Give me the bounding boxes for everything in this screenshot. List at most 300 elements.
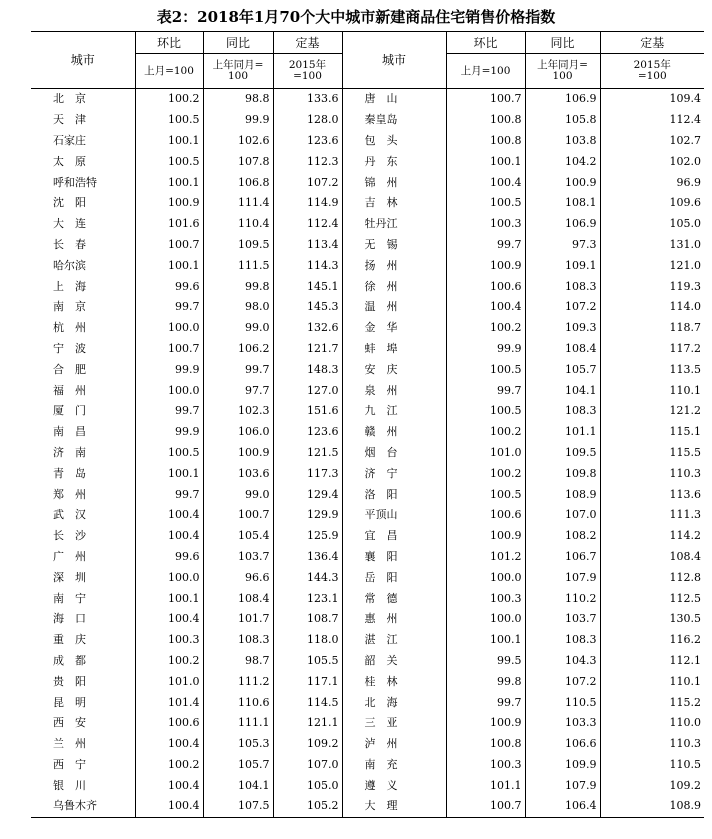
subheader-yoy-line1: 上年同月= — [212, 59, 264, 71]
table-row — [31, 110, 704, 131]
table-title: 表2：2018年1月70个大中城市新建商品住宅销售价格指数 — [156, 8, 556, 26]
base-cell: 119.3 — [600, 276, 704, 297]
city-cell: 徐 州 — [342, 276, 446, 297]
yoy-cell: 109.3 — [525, 318, 600, 339]
city-cell: 遵 义 — [342, 775, 446, 796]
yoy-cell: 106.9 — [525, 214, 600, 235]
mom-cell: 100.4 — [135, 796, 203, 817]
city-cell: 南 充 — [342, 755, 446, 776]
base-cell: 151.6 — [273, 401, 342, 422]
city-cell: 桂 林 — [342, 671, 446, 692]
yoy-cell: 107.9 — [525, 775, 600, 796]
mom-cell: 100.7 — [135, 235, 203, 256]
base-cell: 125.9 — [273, 526, 342, 547]
mom-cell: 100.5 — [135, 443, 203, 464]
base-cell: 107.2 — [273, 172, 342, 193]
mom-cell: 100.0 — [135, 380, 203, 401]
yoy-cell: 100.9 — [525, 172, 600, 193]
mom-cell: 100.4 — [135, 734, 203, 755]
mom-cell: 99.7 — [135, 484, 203, 505]
yoy-cell: 99.9 — [203, 110, 273, 131]
table-row — [31, 755, 704, 776]
mom-cell: 99.5 — [446, 651, 525, 672]
base-cell: 136.4 — [273, 547, 342, 568]
city-cell: 厦 门 — [53, 404, 86, 418]
mom-cell: 100.0 — [135, 318, 203, 339]
city-cell: 深 圳 — [53, 570, 86, 584]
base-cell: 112.4 — [273, 214, 342, 235]
yoy-cell: 99.7 — [203, 359, 273, 380]
table-row — [31, 276, 704, 297]
city-cell: 金 华 — [342, 318, 446, 339]
table-row — [31, 713, 704, 734]
yoy-cell: 105.8 — [525, 110, 600, 131]
table-row — [31, 422, 704, 443]
yoy-cell: 108.4 — [203, 588, 273, 609]
table-row — [31, 339, 704, 360]
header-base-right: 定基 — [600, 32, 704, 54]
yoy-cell: 103.7 — [203, 547, 273, 568]
header-city-right: 城市 — [342, 32, 446, 89]
city-cell: 赣 州 — [342, 422, 446, 443]
subheader-base-line2: =100 — [293, 70, 322, 82]
yoy-cell: 110.6 — [203, 692, 273, 713]
yoy-cell: 102.3 — [203, 401, 273, 422]
city-cell: 三 亚 — [342, 713, 446, 734]
base-cell: 102.7 — [600, 131, 704, 152]
table-row — [31, 671, 704, 692]
mom-cell: 100.9 — [446, 713, 525, 734]
city-cell: 长 沙 — [53, 529, 86, 543]
city-cell: 锦 州 — [342, 172, 446, 193]
city-cell: 韶 关 — [342, 651, 446, 672]
yoy-cell: 108.1 — [525, 193, 600, 214]
base-cell: 148.3 — [273, 359, 342, 380]
base-cell: 108.4 — [600, 547, 704, 568]
base-cell: 128.0 — [273, 110, 342, 131]
city-cell: 襄 阳 — [342, 547, 446, 568]
mom-cell: 100.4 — [135, 775, 203, 796]
subheader-yoy-line1: 上年同月= — [537, 59, 588, 71]
yoy-cell: 104.1 — [203, 775, 273, 796]
yoy-cell: 111.1 — [203, 713, 273, 734]
city-cell: 乌鲁木齐 — [31, 796, 135, 817]
city-cell: 合 肥 — [53, 362, 86, 376]
subheader-mom-right: 上月=100 — [446, 54, 525, 89]
yoy-cell: 105.4 — [203, 526, 273, 547]
table-row — [31, 775, 704, 796]
price-index-table — [31, 31, 704, 818]
mom-cell: 100.4 — [135, 526, 203, 547]
table-row — [31, 151, 704, 172]
city-cell: 包 头 — [342, 131, 446, 152]
table-row — [31, 443, 704, 464]
table-row — [31, 380, 704, 401]
table-row — [31, 401, 704, 422]
base-cell: 110.5 — [600, 755, 704, 776]
city-cell: 郑 州 — [53, 487, 86, 501]
mom-cell: 99.7 — [446, 692, 525, 713]
yoy-cell: 106.7 — [525, 547, 600, 568]
mom-cell: 100.8 — [446, 110, 525, 131]
base-cell: 114.0 — [600, 297, 704, 318]
mom-cell: 100.2 — [446, 318, 525, 339]
base-cell: 123.6 — [273, 422, 342, 443]
base-cell: 130.5 — [600, 609, 704, 630]
city-cell: 西 安 — [53, 716, 86, 730]
header-mom-left: 环比 — [135, 32, 203, 54]
mom-cell: 99.9 — [135, 359, 203, 380]
base-cell: 115.1 — [600, 422, 704, 443]
yoy-cell: 100.9 — [203, 443, 273, 464]
yoy-cell: 109.5 — [203, 235, 273, 256]
mom-cell: 100.4 — [135, 609, 203, 630]
yoy-cell: 103.8 — [525, 131, 600, 152]
city-cell: 石家庄 — [53, 133, 86, 147]
base-cell: 113.4 — [273, 235, 342, 256]
city-cell: 宁 波 — [53, 341, 86, 355]
subheader-yoy-line2: 100 — [552, 70, 573, 82]
mom-cell: 100.7 — [446, 89, 525, 110]
yoy-cell: 99.8 — [203, 276, 273, 297]
city-cell: 沈 阳 — [53, 196, 86, 210]
yoy-cell: 109.8 — [525, 463, 600, 484]
subheader-base-right — [600, 54, 704, 89]
base-cell: 127.0 — [273, 380, 342, 401]
yoy-cell: 106.8 — [203, 172, 273, 193]
yoy-cell: 103.7 — [525, 609, 600, 630]
yoy-cell: 108.4 — [525, 339, 600, 360]
city-cell: 福 州 — [53, 383, 86, 397]
base-cell: 145.3 — [273, 297, 342, 318]
yoy-cell: 111.4 — [203, 193, 273, 214]
city-cell: 南 昌 — [53, 425, 86, 439]
base-cell: 121.5 — [273, 443, 342, 464]
yoy-cell: 108.3 — [525, 276, 600, 297]
base-cell: 114.2 — [600, 526, 704, 547]
base-cell: 121.0 — [600, 255, 704, 276]
city-cell: 唐 山 — [342, 89, 446, 110]
yoy-cell: 96.6 — [203, 567, 273, 588]
mom-cell: 100.1 — [135, 131, 203, 152]
mom-cell: 100.1 — [446, 151, 525, 172]
yoy-cell: 107.2 — [525, 671, 600, 692]
base-cell: 112.4 — [600, 110, 704, 131]
city-cell: 西 宁 — [53, 757, 86, 771]
base-cell: 112.8 — [600, 567, 704, 588]
mom-cell: 100.4 — [446, 297, 525, 318]
table-row — [31, 235, 704, 256]
base-cell: 145.1 — [273, 276, 342, 297]
yoy-cell: 110.2 — [525, 588, 600, 609]
city-cell: 吉 林 — [342, 193, 446, 214]
mom-cell: 100.3 — [446, 214, 525, 235]
yoy-cell: 106.0 — [203, 422, 273, 443]
table-row — [31, 172, 704, 193]
table-row — [31, 796, 704, 817]
header-mom-right: 环比 — [446, 32, 525, 54]
city-cell: 北 海 — [342, 692, 446, 713]
base-cell: 121.1 — [273, 713, 342, 734]
subheader-base-line2: =100 — [637, 70, 667, 82]
mom-cell: 100.8 — [446, 131, 525, 152]
table-row — [31, 547, 704, 568]
yoy-cell: 107.5 — [203, 796, 273, 817]
mom-cell: 101.0 — [446, 443, 525, 464]
city-cell: 广 州 — [53, 549, 86, 563]
mom-cell: 100.5 — [446, 193, 525, 214]
header-base-left: 定基 — [273, 32, 342, 54]
yoy-cell: 105.7 — [203, 755, 273, 776]
yoy-cell: 104.3 — [525, 651, 600, 672]
yoy-cell: 99.0 — [203, 484, 273, 505]
yoy-cell: 103.3 — [525, 713, 600, 734]
city-cell: 蚌 埠 — [342, 339, 446, 360]
mom-cell: 100.1 — [135, 588, 203, 609]
mom-cell: 100.5 — [135, 151, 203, 172]
yoy-cell: 105.3 — [203, 734, 273, 755]
city-cell: 大 连 — [53, 217, 86, 231]
yoy-cell: 97.3 — [525, 235, 600, 256]
base-cell: 112.1 — [600, 651, 704, 672]
yoy-cell: 105.7 — [525, 359, 600, 380]
base-cell: 107.0 — [273, 755, 342, 776]
table-row — [31, 359, 704, 380]
base-cell: 144.3 — [273, 567, 342, 588]
base-cell: 114.9 — [273, 193, 342, 214]
city-cell: 九 江 — [342, 401, 446, 422]
table-row — [31, 567, 704, 588]
base-cell: 110.1 — [600, 671, 704, 692]
mom-cell: 100.0 — [135, 567, 203, 588]
yoy-cell: 106.4 — [525, 796, 600, 817]
base-cell: 118.0 — [273, 630, 342, 651]
mom-cell: 99.6 — [135, 276, 203, 297]
mom-cell: 99.7 — [135, 297, 203, 318]
mom-cell: 99.7 — [446, 235, 525, 256]
yoy-cell: 100.7 — [203, 505, 273, 526]
yoy-cell: 101.7 — [203, 609, 273, 630]
table-body — [31, 89, 704, 818]
city-cell: 银 川 — [53, 778, 86, 792]
yoy-cell: 106.9 — [525, 89, 600, 110]
city-cell: 南 京 — [53, 300, 86, 314]
base-cell: 132.6 — [273, 318, 342, 339]
yoy-cell: 97.7 — [203, 380, 273, 401]
city-cell: 上 海 — [53, 279, 86, 293]
mom-cell: 100.5 — [446, 401, 525, 422]
table-row — [31, 214, 704, 235]
mom-cell: 100.7 — [135, 339, 203, 360]
mom-cell: 99.9 — [135, 422, 203, 443]
base-cell: 108.7 — [273, 609, 342, 630]
city-cell: 北 京 — [53, 92, 86, 106]
base-cell: 105.0 — [600, 214, 704, 235]
yoy-cell: 111.5 — [203, 255, 273, 276]
city-cell: 洛 阳 — [342, 484, 446, 505]
city-cell: 泉 州 — [342, 380, 446, 401]
city-cell: 天 津 — [53, 113, 86, 127]
city-cell: 杭 州 — [53, 321, 86, 335]
table-row — [31, 692, 704, 713]
yoy-cell: 109.1 — [525, 255, 600, 276]
yoy-cell: 102.6 — [203, 131, 273, 152]
base-cell: 112.5 — [600, 588, 704, 609]
city-cell: 武 汉 — [53, 508, 86, 522]
table-row — [31, 609, 704, 630]
base-cell: 115.5 — [600, 443, 704, 464]
base-cell: 96.9 — [600, 172, 704, 193]
mom-cell: 100.2 — [446, 422, 525, 443]
mom-cell: 100.0 — [446, 567, 525, 588]
subheader-yoy-line2: 100 — [227, 70, 249, 82]
base-cell: 117.2 — [600, 339, 704, 360]
yoy-cell: 107.8 — [203, 151, 273, 172]
header-yoy-left: 同比 — [203, 32, 273, 54]
city-cell: 贵 阳 — [53, 674, 86, 688]
base-cell: 114.5 — [273, 692, 342, 713]
base-cell: 129.4 — [273, 484, 342, 505]
city-cell: 常 德 — [342, 588, 446, 609]
base-cell: 115.2 — [600, 692, 704, 713]
base-cell: 112.3 — [273, 151, 342, 172]
yoy-cell: 98.7 — [203, 651, 273, 672]
yoy-cell: 108.9 — [525, 484, 600, 505]
base-cell: 133.6 — [273, 89, 342, 110]
city-cell: 昆 明 — [53, 695, 86, 709]
city-cell: 泸 州 — [342, 734, 446, 755]
mom-cell: 100.9 — [446, 255, 525, 276]
mom-cell: 100.2 — [446, 463, 525, 484]
base-cell: 102.0 — [600, 151, 704, 172]
yoy-cell: 109.9 — [525, 755, 600, 776]
city-cell: 惠 州 — [342, 609, 446, 630]
mom-cell: 100.6 — [446, 276, 525, 297]
mom-cell: 100.1 — [135, 255, 203, 276]
table-row — [31, 588, 704, 609]
mom-cell: 100.0 — [446, 609, 525, 630]
base-cell: 108.9 — [600, 796, 704, 817]
city-cell: 济 南 — [53, 445, 86, 459]
mom-cell: 101.0 — [135, 671, 203, 692]
yoy-cell: 108.3 — [203, 630, 273, 651]
mom-cell: 99.7 — [135, 401, 203, 422]
city-cell: 长 春 — [53, 237, 86, 251]
city-cell: 大 理 — [342, 796, 446, 817]
table-row — [31, 463, 704, 484]
base-cell: 121.7 — [273, 339, 342, 360]
base-cell: 105.0 — [273, 775, 342, 796]
base-cell: 129.9 — [273, 505, 342, 526]
table-row — [31, 484, 704, 505]
mom-cell: 101.6 — [135, 214, 203, 235]
base-cell: 131.0 — [600, 235, 704, 256]
table-row — [31, 255, 704, 276]
subheader-base-line1: 2015年 — [288, 59, 327, 71]
base-cell: 105.5 — [273, 651, 342, 672]
base-cell: 116.2 — [600, 630, 704, 651]
yoy-cell: 98.8 — [203, 89, 273, 110]
mom-cell: 101.1 — [446, 775, 525, 796]
mom-cell: 100.9 — [446, 526, 525, 547]
yoy-cell: 110.4 — [203, 214, 273, 235]
yoy-cell: 110.5 — [525, 692, 600, 713]
yoy-cell: 109.5 — [525, 443, 600, 464]
mom-cell: 100.7 — [446, 796, 525, 817]
city-cell: 扬 州 — [342, 255, 446, 276]
base-cell: 109.6 — [600, 193, 704, 214]
city-cell: 丹 东 — [342, 151, 446, 172]
table-row — [31, 505, 704, 526]
yoy-cell: 108.2 — [525, 526, 600, 547]
base-cell: 123.6 — [273, 131, 342, 152]
base-cell: 110.3 — [600, 734, 704, 755]
city-cell: 兰 州 — [53, 737, 86, 751]
subheader-yoy-left — [203, 54, 273, 89]
mom-cell: 100.2 — [135, 651, 203, 672]
mom-cell: 100.2 — [135, 755, 203, 776]
base-cell: 113.6 — [600, 484, 704, 505]
base-cell: 105.2 — [273, 796, 342, 817]
yoy-cell: 99.0 — [203, 318, 273, 339]
mom-cell: 100.3 — [446, 755, 525, 776]
yoy-cell: 106.2 — [203, 339, 273, 360]
yoy-cell: 111.2 — [203, 671, 273, 692]
yoy-cell: 106.6 — [525, 734, 600, 755]
yoy-cell: 103.6 — [203, 463, 273, 484]
city-cell: 无 锡 — [342, 235, 446, 256]
mom-cell: 100.9 — [135, 193, 203, 214]
city-cell: 海 口 — [53, 612, 86, 626]
city-cell: 济 宁 — [342, 463, 446, 484]
yoy-cell: 108.3 — [525, 630, 600, 651]
city-cell: 牡丹江 — [342, 214, 446, 235]
base-cell: 118.7 — [600, 318, 704, 339]
city-cell: 温 州 — [342, 297, 446, 318]
mom-cell: 99.9 — [446, 339, 525, 360]
yoy-cell: 104.2 — [525, 151, 600, 172]
subheader-base-line1: 2015年 — [633, 59, 671, 71]
base-cell: 114.3 — [273, 255, 342, 276]
mom-cell: 100.4 — [446, 172, 525, 193]
mom-cell: 100.1 — [135, 463, 203, 484]
table-row — [31, 630, 704, 651]
mom-cell: 100.5 — [446, 359, 525, 380]
mom-cell: 100.2 — [135, 89, 203, 110]
city-cell: 湛 江 — [342, 630, 446, 651]
header-yoy-right: 同比 — [525, 32, 600, 54]
subheader-mom-left: 上月=100 — [135, 54, 203, 89]
city-cell: 呼和浩特 — [53, 175, 97, 189]
mom-cell: 101.4 — [135, 692, 203, 713]
city-cell: 宜 昌 — [342, 526, 446, 547]
yoy-cell: 104.1 — [525, 380, 600, 401]
base-cell: 117.1 — [273, 671, 342, 692]
base-cell: 117.3 — [273, 463, 342, 484]
mom-cell: 100.5 — [135, 110, 203, 131]
base-cell: 111.3 — [600, 505, 704, 526]
city-cell: 岳 阳 — [342, 567, 446, 588]
mom-cell: 100.8 — [446, 734, 525, 755]
base-cell: 113.5 — [600, 359, 704, 380]
mom-cell: 99.6 — [135, 547, 203, 568]
city-cell: 青 岛 — [53, 466, 86, 480]
table-row — [31, 651, 704, 672]
header-city-left: 城市 — [31, 32, 135, 89]
mom-cell: 100.1 — [446, 630, 525, 651]
table-row — [31, 526, 704, 547]
mom-cell: 100.3 — [135, 630, 203, 651]
